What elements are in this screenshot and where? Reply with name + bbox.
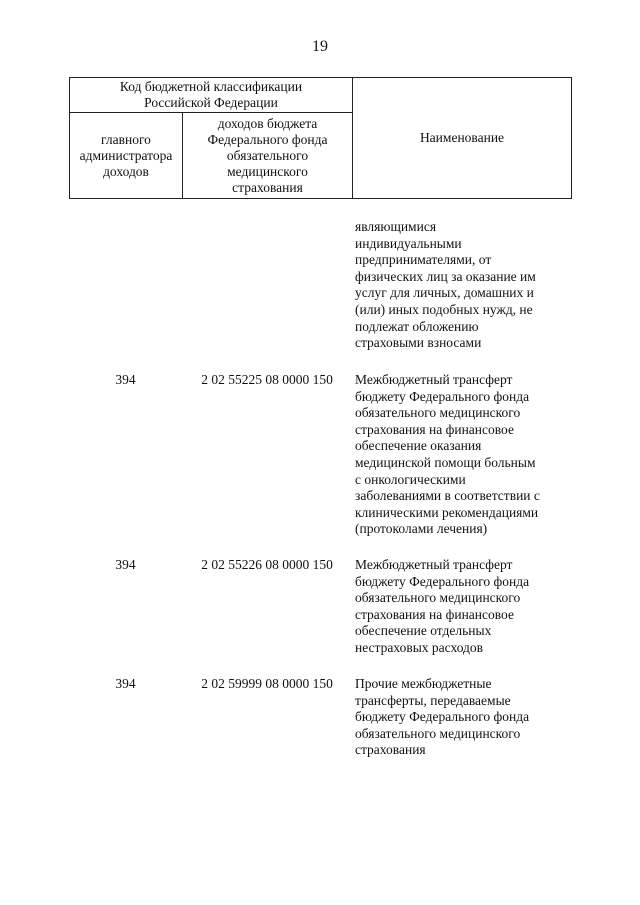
- name-line: заболеваниями в соответствии с: [355, 488, 540, 504]
- name-line: обязательного медицинского: [355, 405, 521, 421]
- name-line: являющимися: [355, 219, 437, 234]
- name-line: обязательного медицинского: [355, 590, 521, 606]
- admin-code: 394: [115, 372, 136, 387]
- name-line: (протоколами лечения): [355, 521, 488, 537]
- name-line: страхования: [355, 742, 426, 758]
- name-line: обеспечение оказания: [355, 438, 482, 454]
- name-line: Межбюджетный трансферт: [355, 557, 513, 572]
- name-line: Межбюджетный трансферт: [355, 372, 513, 387]
- admin-code: 394: [115, 557, 136, 572]
- name-line: клиническими рекомендациями: [355, 504, 539, 520]
- row-name: [355, 557, 569, 657]
- income-header-line: медицинского: [227, 163, 308, 179]
- group-title-line: Российской Федерации: [144, 95, 278, 110]
- name-line: обеспечение отдельных: [355, 623, 492, 639]
- name-line: медицинской помощи больным: [355, 454, 536, 470]
- name-line: индивидуальными: [355, 235, 462, 251]
- name-line: страховыми взносами: [355, 335, 482, 351]
- admin-header-line: главного: [101, 131, 151, 147]
- name-line: бюджету Федерального фонда: [355, 388, 530, 404]
- table-header: [69, 77, 572, 199]
- group-title-line: Код бюджетной классификации: [119, 79, 303, 94]
- admin-header-line: доходов: [103, 163, 149, 179]
- admin-column-header: [70, 113, 183, 199]
- income-header-line: Федерального фонда: [207, 131, 328, 147]
- name-line: подлежат обложению: [355, 318, 479, 334]
- name-line: бюджету Федерального фонда: [355, 573, 530, 589]
- name-line: обязательного медицинского: [355, 725, 521, 741]
- income-header-line: доходов бюджета: [217, 115, 318, 131]
- income-code: 2 02 59999 08 0000 150: [201, 676, 333, 691]
- row-name: [355, 676, 569, 759]
- income-header-line: обязательного: [226, 147, 309, 163]
- income-code: 2 02 55226 08 0000 150: [201, 557, 333, 572]
- admin-header-line: администратора: [79, 147, 173, 163]
- name-line: трансферты, передаваемые: [355, 692, 511, 708]
- name-line: бюджету Федерального фонда: [355, 709, 530, 725]
- income-header-line: страхования: [232, 179, 303, 195]
- row-name: [355, 372, 569, 538]
- income-code: 2 02 55225 08 0000 150: [201, 372, 333, 387]
- name-line: физических лиц за оказание им: [355, 268, 536, 284]
- name-line: услуг для личных, домашних и: [355, 285, 534, 301]
- name-line: страхования на финансовое: [355, 606, 514, 622]
- name-line: Прочие межбюджетные: [355, 676, 492, 691]
- name-line: с онкологическими: [355, 471, 466, 487]
- classification-code-group-header: [70, 78, 353, 113]
- name-line: нестраховых расходов: [355, 639, 484, 655]
- name-line: предпринимателями, от: [355, 252, 492, 268]
- name-column-header: Наименование: [353, 78, 572, 199]
- row-name: [355, 219, 569, 352]
- income-column-header: [183, 113, 353, 199]
- name-line: (или) иных подобных нужд, не: [355, 301, 533, 317]
- admin-code: 394: [115, 676, 136, 691]
- page-number: 19: [312, 38, 328, 55]
- name-line: страхования на финансовое: [355, 421, 514, 437]
